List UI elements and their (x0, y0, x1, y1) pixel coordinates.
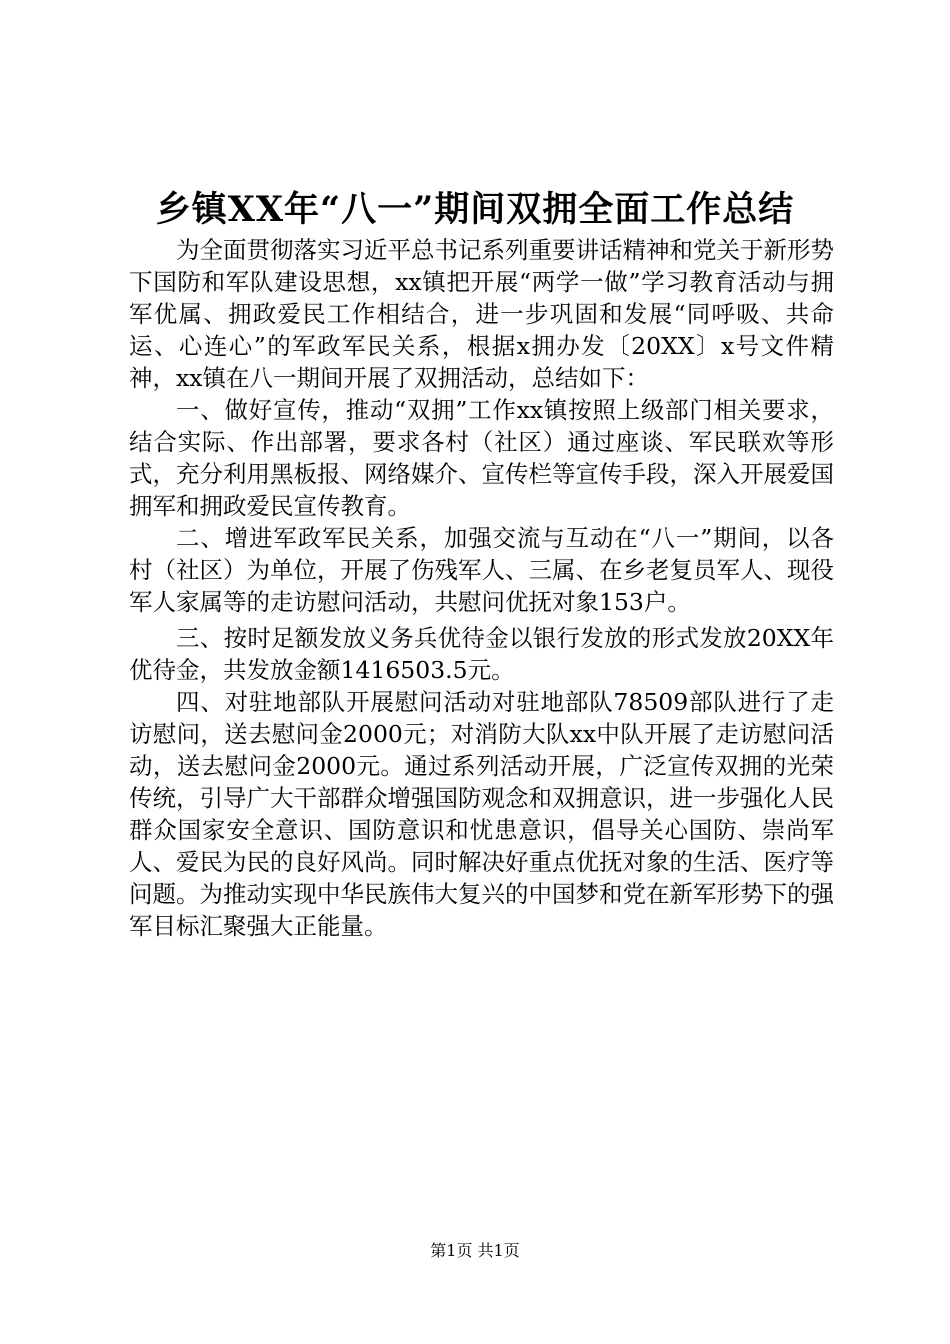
document-title: 乡镇XX年“八一”期间双拥全面工作总结 (155, 189, 795, 230)
section-2-paragraph: 二、增进军政军民关系，加强交流与互动在“八一”期间，以各村（社区）为单位，开展了伤残军人、三属、在乡老复员军人、现役军人家属等的走访慰问活动，共慰问优抚对象153户。 (129, 524, 834, 616)
intro-paragraph: 为全面贯彻落实习近平总书记系列重要讲话精神和党关于新形势下国防和军队建设思想，xx镇把开展“两学一做”学习教育活动与拥军优属、拥政爱民工作相结合，进一步巩固和发展“同呼吸、共命运、心连心”的军政军民关系，根据x拥办发〔20XX〕x号文件精神，xx镇在八一期间开展了双拥活动，总结如下： (129, 236, 834, 392)
section-4-paragraph: 四、对驻地部队开展慰问活动对驻地部队78509部队进行了走访慰问，送去慰问金2000元；对消防大队xx中队开展了走访慰问活动，送去慰问金2000元。通过系列活动开展，广泛宣传双拥的光荣传统，引导广大干部群众增强国防观念和双拥意识，进一步强化人民群众国家安全意识、国防意识和忧患意识，倡导关心国防、崇尚军人、爱民为民的良好风尚。同时解决好重点优抚对象的生活、医疗等问题。为推动实现中华民族伟大复兴的中国梦和党在新军形势下的强军目标汇聚强大正能量。 (129, 688, 834, 940)
page-number-footer: 第1页 共1页 (430, 1241, 520, 1260)
section-3-paragraph: 三、按时足额发放义务兵优待金以银行发放的形式发放20XX年优待金，共发放金额1416503.5元。 (129, 624, 834, 684)
section-1-paragraph: 一、做好宣传，推动“双拥”工作xx镇按照上级部门相关要求，结合实际、作出部署，要求各村（社区）通过座谈、军民联欢等形式，充分利用黑板报、网络媒介、宣传栏等宣传手段，深入开展爱国拥军和拥政爱民宣传教育。 (129, 396, 834, 520)
document-body (129, 234, 834, 942)
